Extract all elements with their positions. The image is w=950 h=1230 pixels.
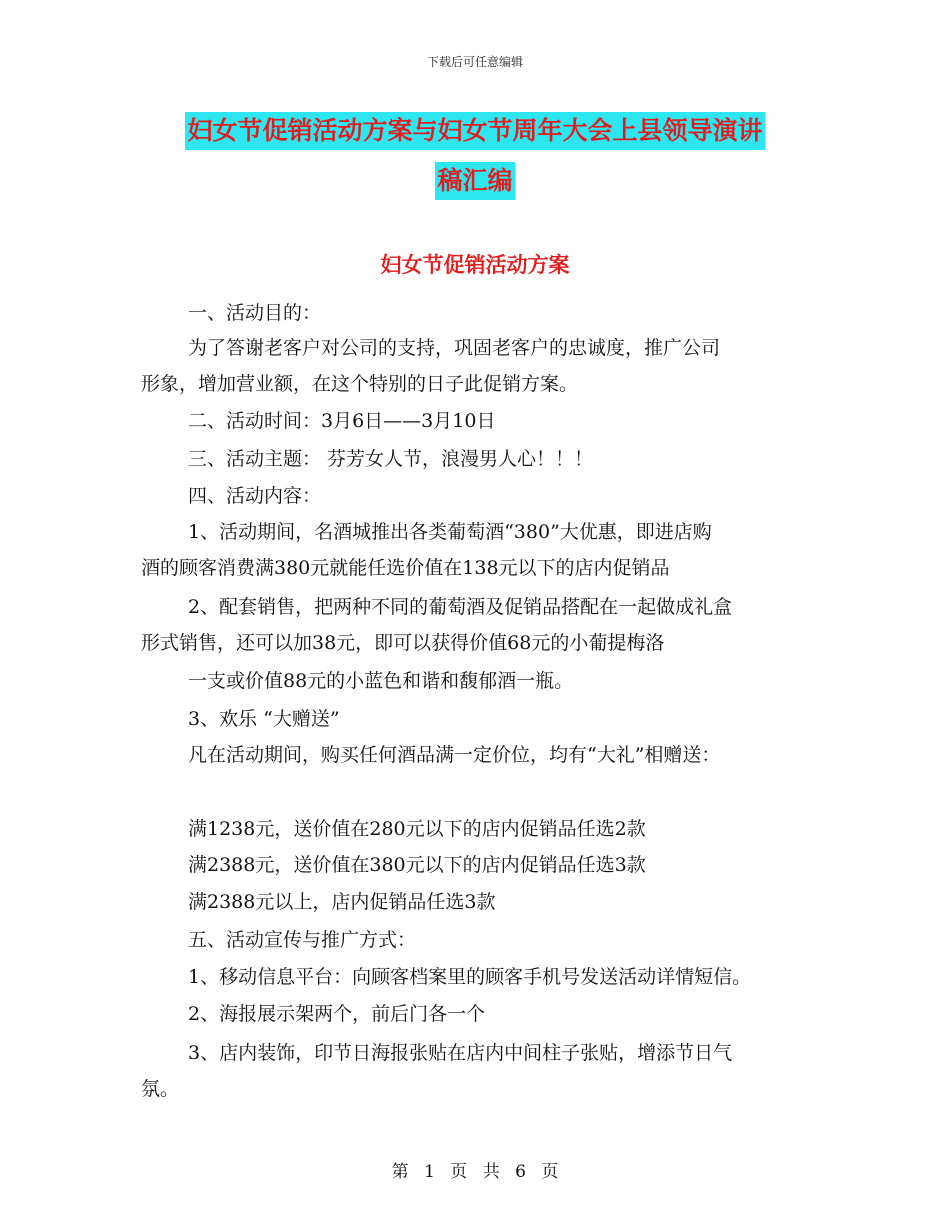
content-item-3-heading: 3、欢乐 “大赠送” <box>188 708 340 730</box>
content-item-2-line-2: 形式销售，还可以加38元，即可以获得价值68元的小葡提梅洛 <box>141 632 665 654</box>
content-item-2-line-1: 2、配套销售，把两种不同的葡萄酒及促销品搭配在一起做成礼盒 <box>188 596 733 618</box>
page-header-note: 下载后可任意编辑 <box>426 55 523 69</box>
title-line-1: 妇女节促销活动方案与妇女节周年大会上县领导演讲 <box>185 112 764 150</box>
gift-tier-1: 满1238元，送价值在280元以下的店内促销品任选2款 <box>188 818 646 840</box>
heading-time: 二、活动时间：3月6日——3月10日 <box>188 410 496 432</box>
paragraph-purpose-line-1: 为了答谢老客户对公司的支持，巩固老客户的忠诚度，推广公司 <box>188 337 721 359</box>
page-footer <box>0 1157 950 1182</box>
title-line-2: 稿汇编 <box>435 162 514 200</box>
gift-tier-3: 满2388元以上，店内促销品任选3款 <box>188 891 496 913</box>
content-item-3-paragraph: 凡在活动期间，购买任何酒品满一定价位，均有“大礼”相赠送： <box>188 744 721 766</box>
content-item-1-line-1: 1、活动期间，名酒城推出各类葡萄酒“380”大优惠，即进店购 <box>188 521 712 543</box>
promotion-item-2: 2、海报展示架两个，前后门各一个 <box>188 1003 486 1025</box>
footer-page-number: 1 <box>424 1162 435 1182</box>
document-title <box>0 112 950 200</box>
section-title: 妇女节促销活动方案 <box>380 253 570 277</box>
promotion-item-3-line-2: 氛。 <box>141 1078 180 1100</box>
footer-prefix: 第 <box>391 1162 409 1182</box>
heading-promotion: 五、活动宣传与推广方式： <box>188 929 417 951</box>
promotion-item-3-line-1: 3、店内装饰，印节日海报张贴在店内中间柱子张贴，增添节日气 <box>188 1042 733 1064</box>
content-item-2-line-3: 一支或价值88元的小蓝色和谐和馥郁酒一瓶。 <box>188 670 574 692</box>
promotion-item-1: 1、移动信息平台：向顾客档案里的顾客手机号发送活动详情短信。 <box>188 966 752 988</box>
paragraph-purpose-line-2: 形象，增加营业额，在这个特别的日子此促销方案。 <box>141 373 579 395</box>
footer-total-unit: 页 <box>541 1162 559 1182</box>
heading-purpose: 一、活动目的： <box>188 302 322 324</box>
heading-content: 四、活动内容： <box>188 485 322 507</box>
gift-tier-2: 满2388元，送价值在380元以下的店内促销品任选3款 <box>188 854 646 876</box>
content-item-1-line-2: 酒的顾客消费满380元就能任选价值在138元以下的店内促销品 <box>141 557 670 579</box>
heading-theme: 三、活动主题： 芬芳女人节，浪漫男人心！！！ <box>188 448 594 470</box>
footer-page-unit: 页 <box>450 1162 468 1182</box>
footer-total-pages: 6 <box>515 1162 526 1182</box>
footer-total-prefix: 共 <box>482 1162 500 1182</box>
